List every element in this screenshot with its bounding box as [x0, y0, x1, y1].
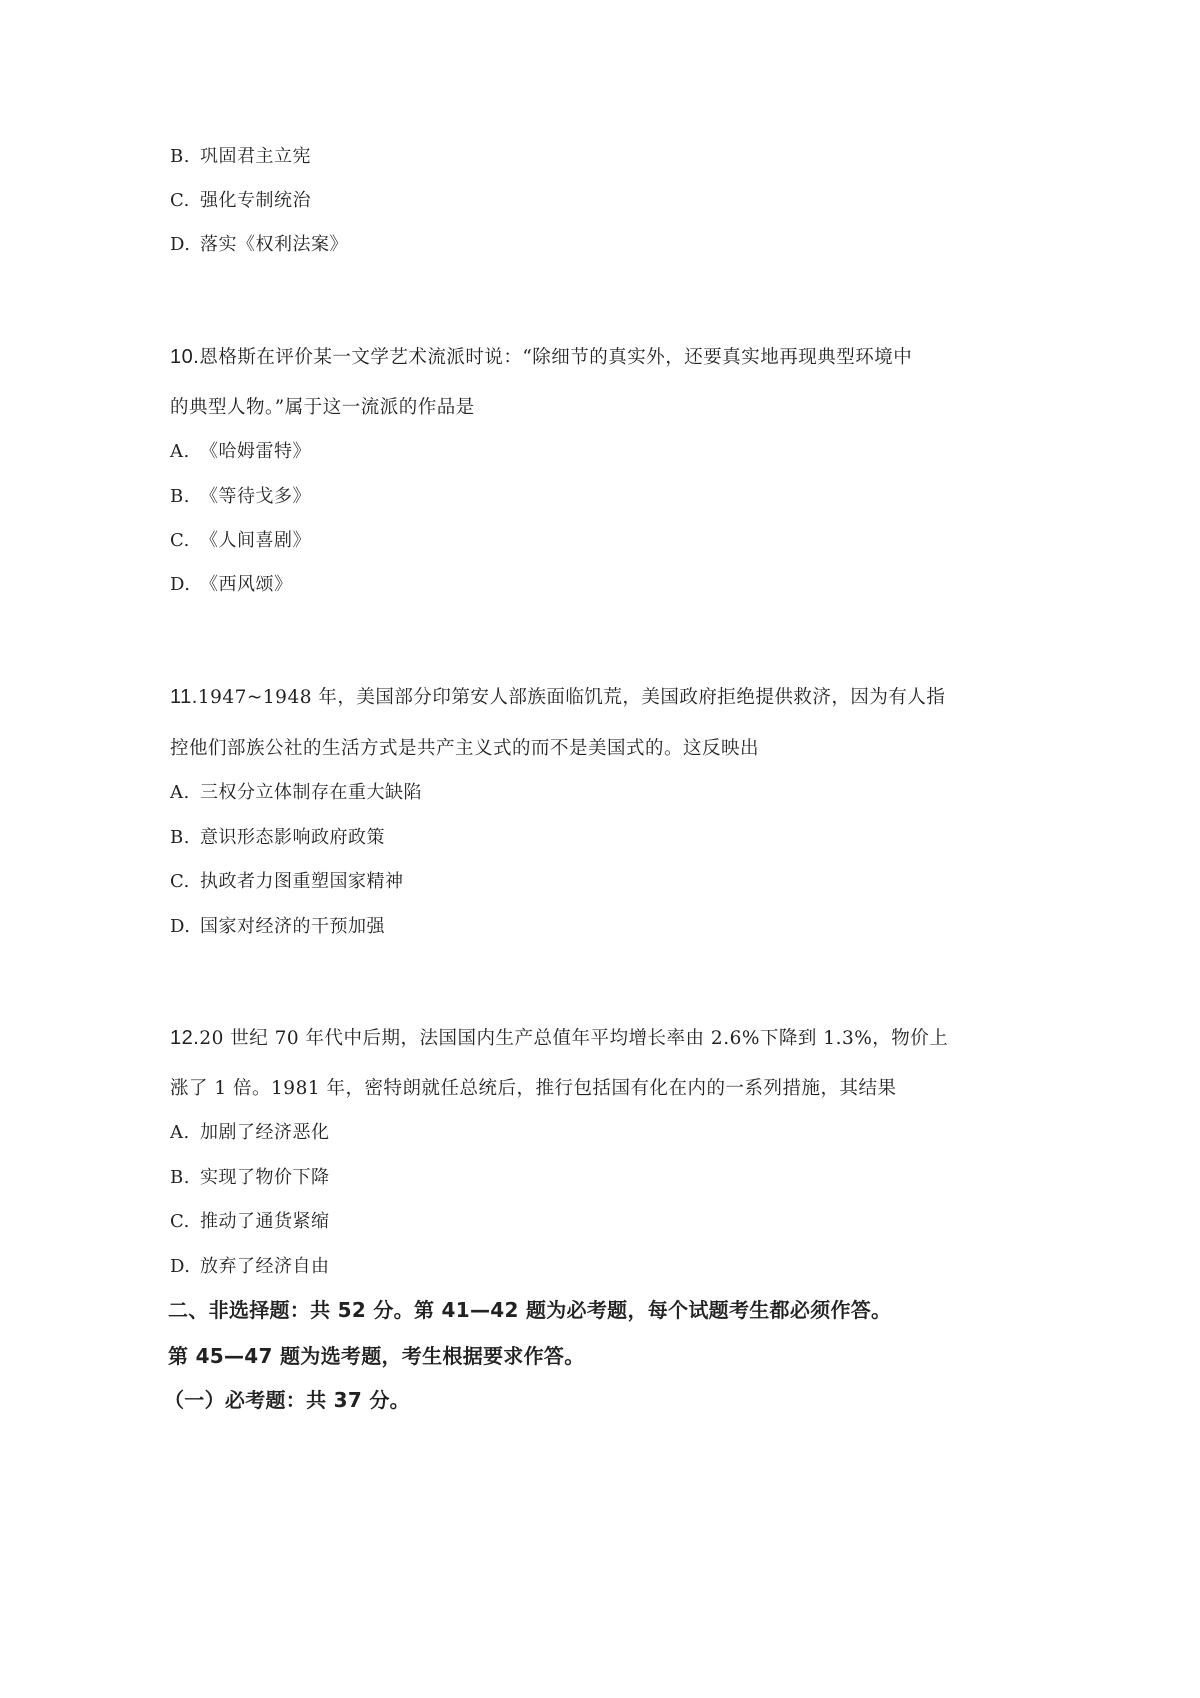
question-text: 20 世纪 70 年代中后期，法国国内生产总值年平均增长率由 2.6%下降到 1.3%，物价上 — [199, 1028, 949, 1049]
q9-option-d — [170, 233, 348, 257]
q10-stem-line1 — [170, 345, 912, 370]
option-text: 巩固君主立宪 — [200, 146, 311, 167]
q9-option-c — [170, 189, 311, 213]
option-letter: D. — [170, 916, 191, 937]
option-text: 《人间喜剧》 — [200, 530, 311, 551]
option-text: 国家对经济的干预加强 — [200, 916, 385, 937]
option-letter: B. — [170, 1167, 190, 1188]
question-text: 恩格斯在评价某一文学艺术流派时说：“除细节的真实外，还要真实地再现典型环境中 — [199, 347, 913, 368]
option-letter: A. — [170, 441, 190, 462]
q10-option-d — [170, 573, 293, 597]
q10-option-b — [170, 485, 311, 509]
option-letter: C. — [170, 1211, 190, 1232]
option-letter: B. — [170, 486, 190, 507]
option-letter: D. — [170, 234, 191, 255]
q10-option-a — [170, 440, 311, 464]
q12-option-c — [170, 1210, 330, 1234]
option-text: 强化专制统治 — [200, 190, 311, 211]
option-letter: C. — [170, 871, 190, 892]
q10-stem-line2: 的典型人物。”属于这一流派的作品是 — [170, 397, 475, 418]
option-letter: A. — [170, 1122, 190, 1143]
option-text: 意识形态影响政府政策 — [200, 827, 385, 848]
q11-stem-line1 — [170, 685, 945, 710]
q11-stem-line2: 控他们部族公社的生活方式是共产主义式的而不是美国式的。这反映出 — [170, 738, 760, 759]
question-number: 11. — [170, 686, 198, 708]
option-text: 落实《权利法案》 — [200, 234, 348, 255]
option-text: 执政者力图重塑国家精神 — [200, 871, 404, 892]
option-text: 《等待戈多》 — [200, 486, 311, 507]
question-text: 1947~1948 年，美国部分印第安人部族面临饥荒，美国政府拒绝提供救济，因为有人指 — [197, 687, 946, 708]
option-letter: C. — [170, 530, 190, 551]
option-letter: A. — [170, 782, 190, 803]
q11-option-b — [170, 826, 385, 850]
q12-stem-line1 — [170, 1026, 948, 1051]
option-text: 《西风颂》 — [200, 574, 293, 595]
option-text: 放弃了经济自由 — [200, 1256, 330, 1277]
option-text: 《哈姆雷特》 — [200, 441, 311, 462]
q11-option-a — [170, 781, 422, 805]
option-letter: C. — [170, 190, 190, 211]
q12-option-b — [170, 1166, 330, 1190]
q12-option-d — [170, 1255, 330, 1279]
option-letter: D. — [170, 1256, 191, 1277]
q12-stem-line2: 涨了 1 倍。1981 年，密特朗就任总统后，推行包括国有化在内的一系列措施，其结果 — [170, 1078, 897, 1099]
q10-option-c — [170, 529, 311, 553]
option-text: 加剧了经济恶化 — [200, 1122, 330, 1143]
section-heading-line2: 第 45—47 题为选考题，考生根据要求作答。 — [168, 1344, 585, 1368]
question-number: 10. — [170, 346, 200, 368]
q11-option-d — [170, 915, 385, 939]
option-letter: D. — [170, 574, 191, 595]
option-text: 三权分立体制存在重大缺陷 — [200, 782, 422, 803]
q11-option-c — [170, 870, 404, 894]
q12-option-a — [170, 1121, 330, 1145]
q9-option-b — [170, 145, 311, 169]
section-heading-line1: 二、非选择题：共 52 分。第 41—42 题为必考题，每个试题考生都必须作答。 — [168, 1298, 892, 1322]
option-text: 实现了物价下降 — [200, 1167, 330, 1188]
option-letter: B. — [170, 146, 190, 167]
option-text: 推动了通货紧缩 — [200, 1211, 330, 1232]
option-letter: B. — [170, 827, 190, 848]
subsection-heading: （一）必考题：共 37 分。 — [164, 1388, 410, 1412]
question-number: 12. — [170, 1027, 200, 1049]
